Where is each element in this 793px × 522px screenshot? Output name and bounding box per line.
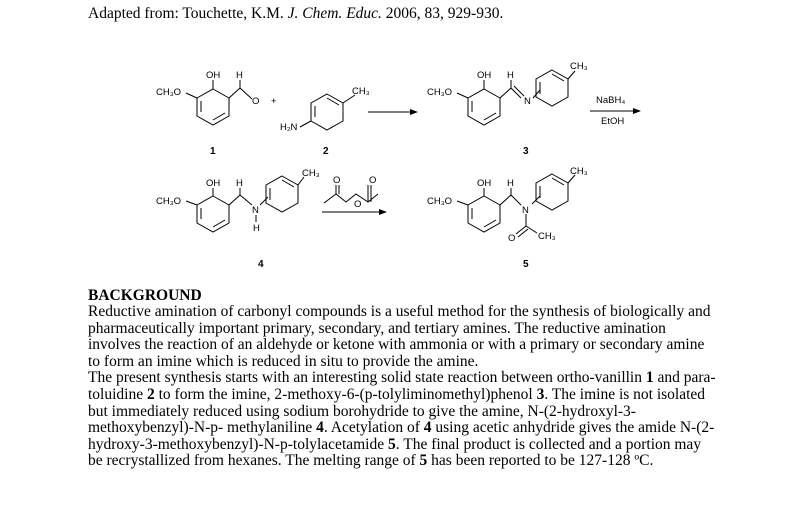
compound-5-structure (427, 166, 588, 244)
compound-ref: 5 (388, 435, 396, 453)
compound-4-structure (156, 168, 320, 234)
compound-number: 5 (523, 259, 529, 270)
reagent-nabh4: NaBH₄ (596, 95, 626, 106)
text-run: . Acetylation of (323, 419, 424, 437)
plus-sign: + (271, 96, 277, 107)
methoxy-label: CH₃O (427, 196, 452, 207)
compound-ref: 3 (536, 385, 545, 403)
text-run: . The final product is collected and a portion may be recrystallized from hexanes. The melting range of (88, 435, 702, 470)
h-label: H (507, 70, 514, 81)
oh-label: OH (477, 178, 492, 189)
compound-ref: 4 (316, 419, 324, 437)
compound-ref: 5 (419, 452, 428, 470)
oh-label: OH (206, 178, 221, 189)
acetic-anhydride-structure (324, 175, 378, 210)
methoxy-label: CH₃O (156, 87, 181, 98)
n-label: N (522, 205, 529, 216)
compound-number: 3 (523, 146, 529, 157)
text-run: to form the imine, 2-methoxy-6-(p-tolyliminomethyl)phenol (154, 385, 537, 403)
compound-number: 4 (258, 259, 264, 270)
o-label: O (369, 175, 377, 186)
o-label: O (508, 233, 516, 244)
compound-1-structure (156, 70, 259, 125)
oh-label: OH (477, 70, 492, 81)
text-run: using acetic anhydride gives the amide N-(2-hydroxy-3-methoxybenzyl)-N-p-tolylacetamide (88, 419, 715, 453)
reagent-etoh: EtOH (601, 116, 625, 127)
o-label: O (252, 96, 260, 107)
methyl-label: CH₃ (570, 166, 588, 177)
o-label: O (354, 199, 362, 210)
compound-ref: 4 (423, 419, 432, 437)
citation-prefix: Adapted from: Touchette, K.M. (88, 5, 288, 22)
compound-number: 1 (210, 146, 216, 157)
methyl-label: CH₃ (352, 86, 370, 97)
oh-label: OH (206, 70, 221, 81)
citation-suffix: 2006, 83, 929-930. (381, 5, 504, 22)
background-body (88, 304, 718, 470)
background-paragraph-1: Reductive amination of carbonyl compounds is a useful method for the synthesis of biologically and pharmaceutically important primary, secondary, and tertiary amines. The reductive amination involves the reaction of an aldehyde or ketone with ammonia or with a primary or secondary amine to form an imine which is reduced in situ to provide the amine. (88, 303, 711, 370)
text-run: and para- toluidine (88, 369, 716, 403)
compound-3-structure (427, 61, 588, 125)
methyl-label: CH₃ (302, 168, 320, 179)
h-label: H (507, 178, 514, 189)
h-label: H (236, 178, 243, 189)
methoxy-label: CH₃O (427, 87, 452, 98)
text-run: . The imine is not isolated but immediately reduced using sodium borohydride to give the amine, N-(2-hydroxyl-3-methoxybenzyl)-N-p- methylaniline (88, 385, 706, 437)
compound-number: 2 (323, 146, 329, 157)
citation-journal: J. Chem. Educ. (287, 5, 382, 22)
text-run: The present synthesis starts with an interesting solid state reaction between ortho-vanillin (88, 369, 646, 387)
amine-label: H₂N (280, 122, 298, 133)
background-heading: BACKGROUND (88, 287, 202, 304)
compound-ref: 2 (146, 385, 155, 403)
n-label: N (252, 205, 259, 216)
methyl-label: CH₃ (570, 61, 588, 72)
compound-2-structure (280, 86, 370, 133)
compound-ref: 1 (645, 369, 654, 387)
background-paragraph-2 (88, 370, 718, 470)
text-run: has been reported to be 127-128 ºC. (427, 452, 654, 470)
n-label: N (524, 96, 531, 107)
h-label: H (236, 70, 243, 81)
methyl-label: CH₃ (538, 231, 556, 242)
o-label: O (333, 175, 341, 186)
methoxy-label: CH₃O (156, 196, 181, 207)
h-label: H (253, 223, 260, 234)
